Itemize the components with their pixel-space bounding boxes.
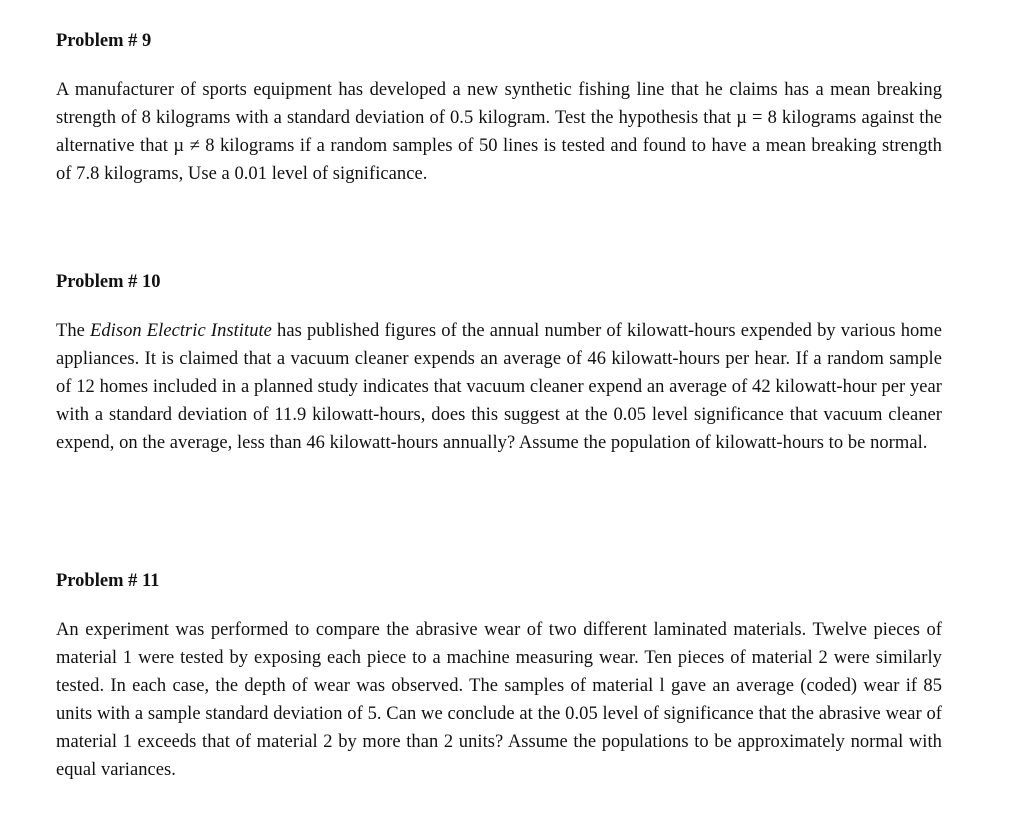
problem-11: [56, 570, 942, 784]
problem-10-body-after: has published figures of the annual number of kilowatt-hours expended by various home appliances. It is claimed that a vacuum cleaner expends an average of 46 kilowatt-hours per hear. If a random sample of 12 homes included in a planned study indicates that vacuum cleaner expend an average of 42 kilowatt-hour per year with a standard deviation of 11.9 kilowatt-hours, does this suggest at the 0.05 level significance that vacuum cleaner expend, on the average, less than 46 kilowatt-hours annually? Assume the population of kilowatt-hours to be normal.: [56, 321, 942, 453]
problem-11-title: Problem # 11: [56, 571, 160, 591]
problem-10-body: [56, 317, 942, 457]
problem-10-title: Problem # 10: [56, 272, 161, 292]
problem-9-body: A manufacturer of sports equipment has developed a new synthetic fishing line that he claims has a mean breaking strength of 8 kilograms with a standard deviation of 0.5 kilogram. Test the hypothesis that µ = 8 kilograms against the alternative that µ ≠ 8 kilograms if a random samples of 50 lines is tested and found to have a mean breaking strength of 7.8 kilograms, Use a 0.01 level of significance.: [56, 80, 942, 184]
problem-10-body-before: The: [56, 321, 91, 341]
problem-9-title: Problem # 9: [56, 31, 152, 51]
problem-9: [56, 30, 942, 188]
institute-name: Edison Electric Institute: [90, 321, 272, 341]
problem-10: [56, 271, 942, 457]
problem-11-body: An experiment was performed to compare the abrasive wear of two different laminated materials. Twelve pieces of material 1 were tested by exposing each piece to a machine measuring wear. Ten pieces of material 2 were similarly tested. In each case, the depth of wear was observed. The samples of material l gave an average (coded) wear if 85 units with a sample standard deviation of 5. Can we conclude at the 0.05 level of significance that the abrasive wear of material 1 exceeds that of material 2 by more than 2 units? Assume the populations to be approximately normal with equal variances.: [56, 620, 942, 780]
